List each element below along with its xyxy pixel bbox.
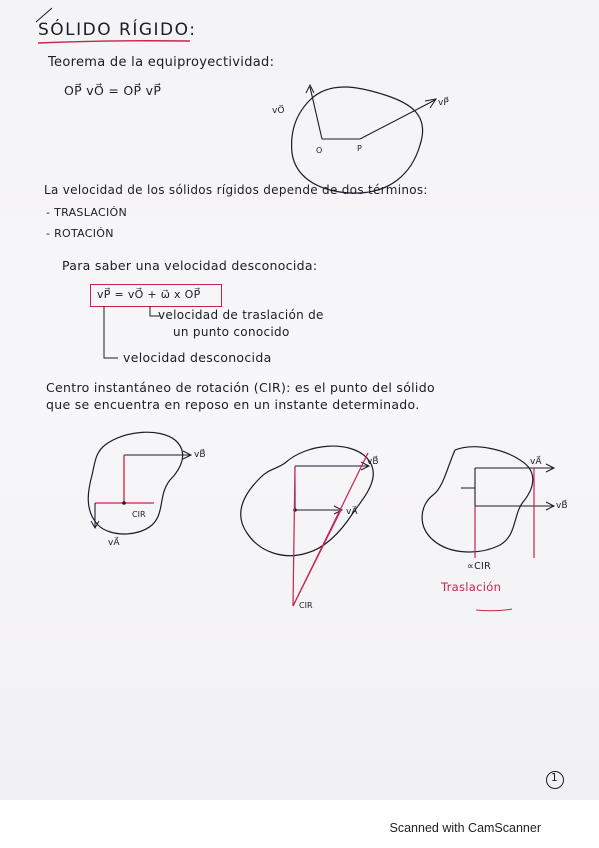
p-label: P [357, 144, 362, 153]
camscanner-label: Scanned with CamScanner [389, 821, 541, 835]
fig-c-traslacion-label: Traslación [441, 580, 502, 594]
annotation-traslacion-l1: velocidad de traslación de [158, 308, 324, 322]
scan-footer [0, 800, 599, 848]
theorem-heading: Teorema de la equiproyectividad: [48, 55, 275, 70]
fig-b-va-label: vA⃗ [346, 507, 358, 517]
vo-label: vO⃗ [272, 106, 285, 116]
theorem-equation: OP⃗ vO⃗ = OP⃗ vP⃗ [64, 83, 162, 98]
velocity-paragraph: La velocidad de los sólidos rígidos depende de dos términos: [44, 183, 428, 197]
fig-c-vb-label: vB⃗ [556, 501, 568, 511]
annotation-desconocida: velocidad desconocida [123, 350, 272, 365]
subtitle: Para saber una velocidad desconocida: [62, 258, 318, 273]
page-title: SÓLIDO RÍGIDO: [38, 20, 197, 40]
cir-definition-line1: Centro instantáneo de rotación (CIR): es el punto del sólido [46, 380, 435, 395]
bullet-rotacion: - ROTACIÓN [46, 227, 114, 240]
bullet-traslacion: - TRASLACIÓN [46, 206, 128, 219]
formula: vP⃗ = vO⃗ + ω⃗ x OP⃗ [97, 288, 201, 301]
fig-a-vb-label: vB⃗ [194, 450, 206, 460]
cir-definition-line2: que se encuentra en reposo en un instante determinado. [46, 397, 420, 412]
vp-label: vP⃗ [438, 98, 449, 108]
fig-b-vb-label: vB⃗ [367, 457, 379, 467]
page-number: 1 [551, 772, 558, 784]
fig-a-cir-label: CIR [132, 510, 146, 519]
o-label: O [316, 146, 323, 155]
fig-c-va-label: vA⃗ [530, 457, 542, 467]
fig-b-cir-label: CIR [299, 601, 313, 610]
fig-c-cir-label: ∝CIR [467, 561, 492, 572]
annotation-traslacion-l2: un punto conocido [173, 325, 290, 339]
fig-a-va-label: vA⃗ [108, 538, 120, 548]
